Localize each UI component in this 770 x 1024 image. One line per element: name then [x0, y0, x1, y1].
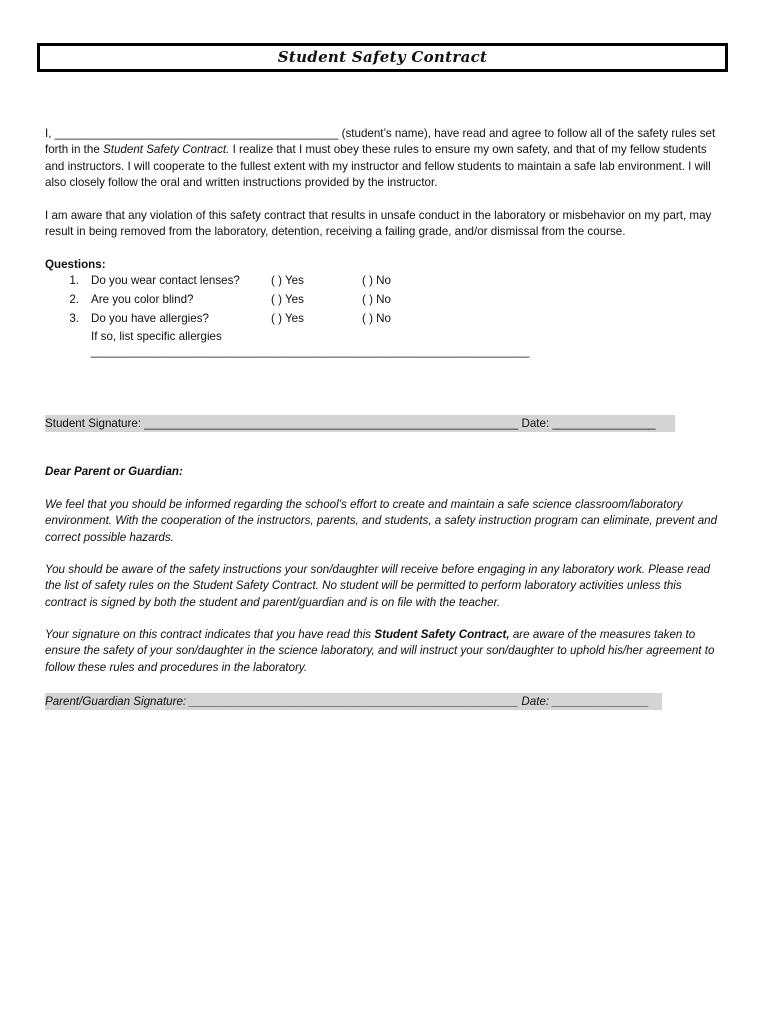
parent-paragraph-2: You should be aware of the safety instructions your son/daughter will receive before engaging in any laboratory work. Please read the list of safety rules on the Student Safety Contract. No student will be permitted to perform laboratory activities unless this contract is signed by both the student and parent/guardian and is on file with the teacher.: [45, 563, 711, 609]
intro-text-2: I realize that I must obey these rules to ensure my own safety, and that of my fellow students and instructors. I will cooperate to the fullest extent with my instructor and fellow students to maintain a safe lab environment. I will also closely follow the oral and written instructions provided by the instructor.: [45, 143, 711, 190]
student-name-blank[interactable]: ____________________________________________: [54, 127, 339, 140]
parent-p3-start: Your signature on this contract indicates that you have read this: [45, 628, 375, 641]
parent-paragraph-1: We feel that you should be informed regarding the school’s effort to create and maintain a safe science classroom/laboratory environment. With the cooperation of the instructors, parents, and students, a safety instruction program can eliminate, prevent and correct possible hazards.: [45, 498, 718, 544]
parent-p3-end: are aware of the measures taken to ensure the safety of your son/daughter in the science laboratory, and will instruct your son/daughter to uphold his/her agreement to follow these rules and procedures in the laboratory.: [45, 628, 715, 674]
question-text: Are you color blind?: [91, 293, 194, 306]
no-option[interactable]: ( ) No: [362, 293, 391, 306]
page-title: Student Safety Contract: [277, 48, 488, 67]
intro-text-1: (student’s name), have read and agree to follow all of the safety rules set forth in the: [45, 127, 716, 157]
question-row: [45, 273, 545, 291]
parent-paragraph-3: [45, 627, 725, 676]
question-number: 1.: [69, 274, 79, 287]
intro-prefix: I,: [45, 127, 55, 140]
yes-option[interactable]: ( ) Yes: [271, 274, 304, 287]
questions-heading: Questions:: [45, 258, 106, 271]
yes-option[interactable]: ( ) Yes: [271, 312, 304, 325]
question-number: 2.: [69, 293, 79, 306]
parent-greeting: Dear Parent or Guardian:: [45, 465, 183, 478]
title-box: [37, 43, 728, 72]
contract-reference: Student Safety Contract.: [103, 143, 230, 157]
question-number: 3.: [69, 312, 79, 325]
violation-paragraph: I am aware that any violation of this safety contract that results in unsafe conduct in the laboratory or misbehavior on my part, may result in being removed from the laboratory, detention, receiving a failing grade, and/or dismissal from the course.: [45, 209, 712, 239]
intro-paragraph: [45, 126, 725, 192]
no-option[interactable]: ( ) No: [362, 312, 391, 325]
question-text: Do you have allergies?: [91, 312, 209, 325]
allergy-note: If so, list specific allergies: [91, 330, 222, 343]
question-text: Do you wear contact lenses?: [91, 274, 240, 287]
student-signature-field[interactable]: Student Signature: __________________________________________________________ Date: ________________: [45, 417, 656, 430]
yes-option[interactable]: ( ) Yes: [271, 293, 304, 306]
question-row: [45, 292, 545, 310]
no-option[interactable]: ( ) No: [362, 274, 391, 287]
question-row: [45, 311, 545, 329]
parent-signature-field[interactable]: Parent/Guardian Signature: ___________________________________________________ Date: _______________: [45, 695, 650, 708]
allergy-input-line[interactable]: ____________________________________________________________________: [91, 345, 530, 358]
contract-name-bold: Student Safety Contract,: [374, 628, 510, 641]
